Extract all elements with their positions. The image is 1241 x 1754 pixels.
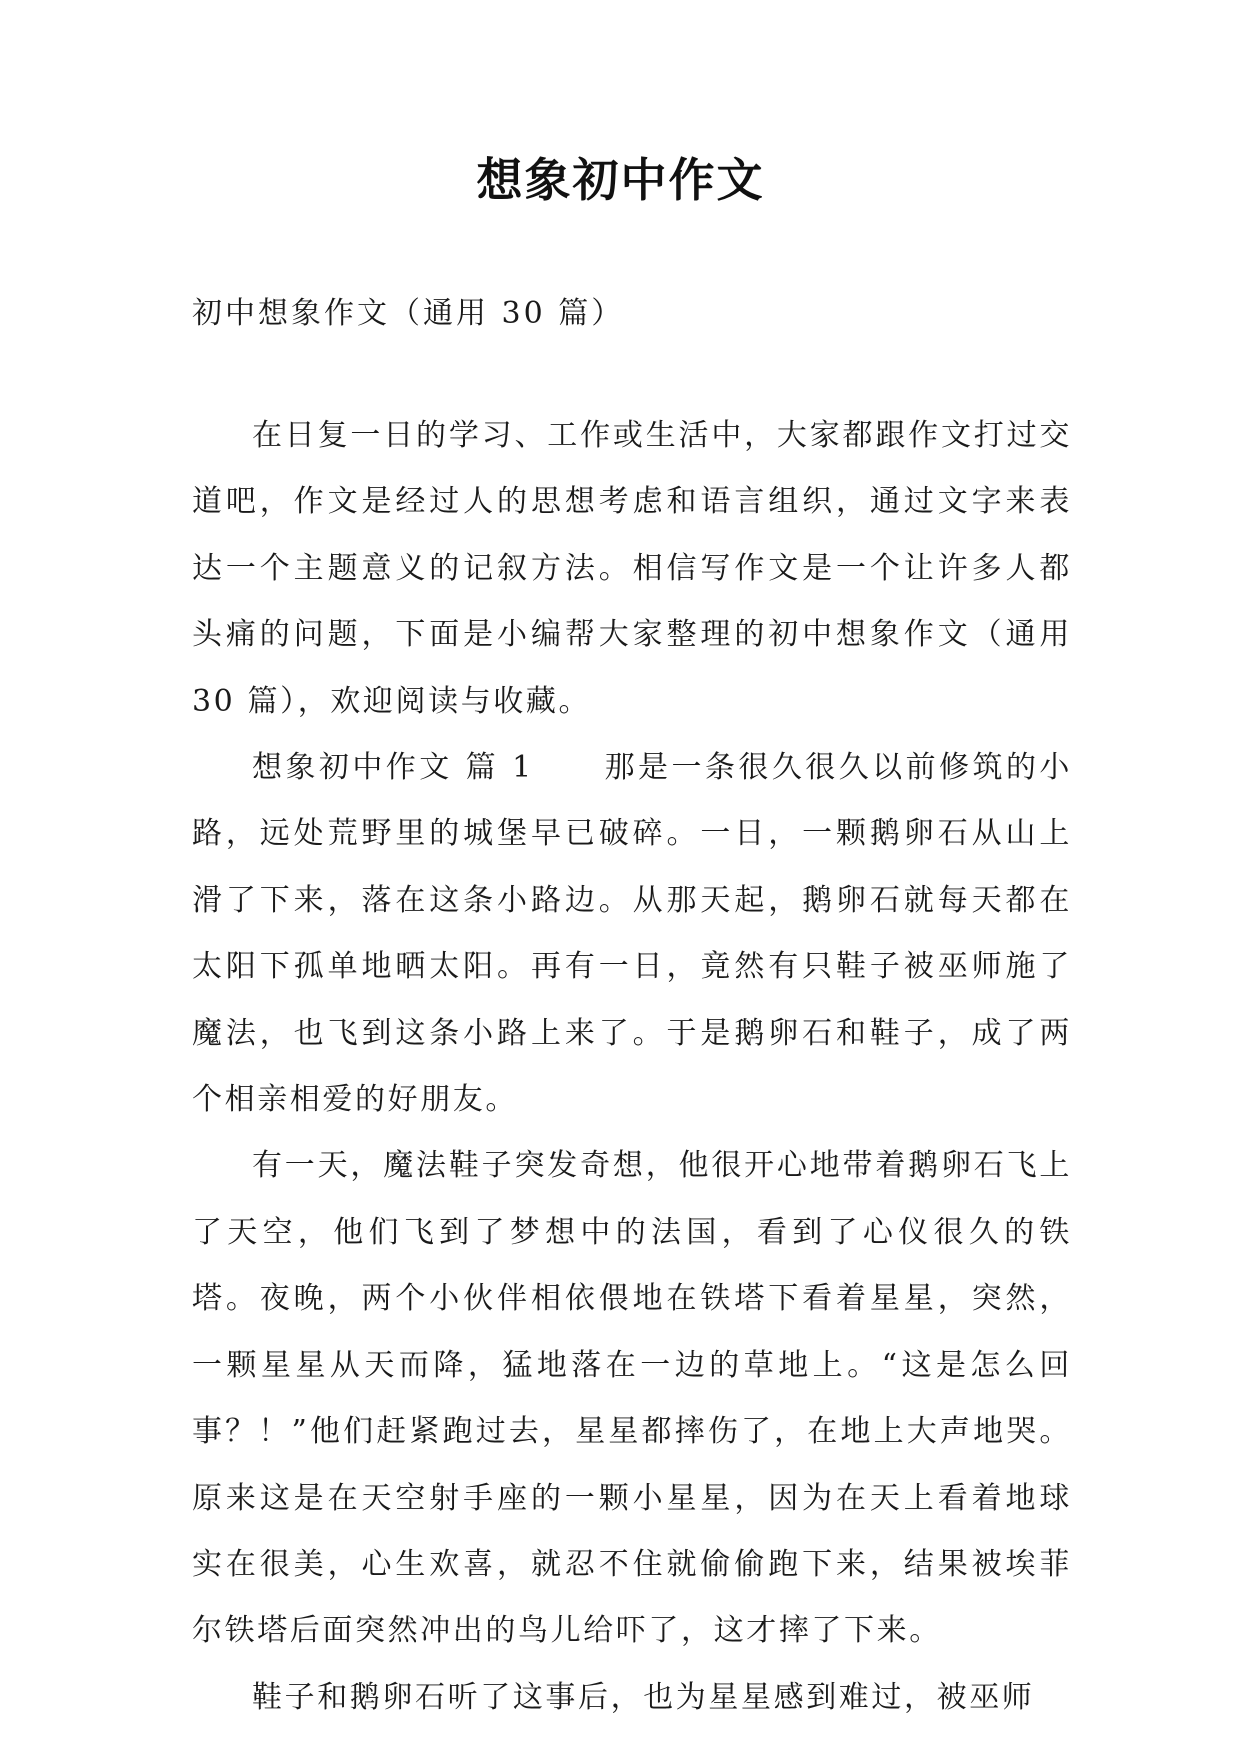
body-paragraph: 鞋子和鹅卵石听了这事后，也为星星感到难过，被巫师 bbox=[252, 1679, 1035, 1715]
paragraph-text: 那是一条很久很久以前修筑的小路，远处荒野里的城堡早已破碎。一日，一颗鹅卵石从山上滑了下来，落在这条小路边。从那天起，鹅卵石就每天都在太阳下孤单地晒太阳。再有一日，竟然有只鞋子被巫师施了魔法，也飞到这条小路上来了。于是鹅卵石和鞋子，成了两个相亲相爱的好朋友。 bbox=[192, 750, 1072, 1118]
document-title: 想象初中作文 bbox=[476, 153, 765, 207]
document-body bbox=[192, 403, 1072, 1731]
section-heading: 想象初中作文 篇 1 bbox=[252, 750, 534, 786]
intro-paragraph: 在日复一日的学习、工作或生活中，大家都跟作文打过交道吧，作文是经过人的思想考虑和语言组织，通过文字来表达一个主题意义的记叙方法。相信写作文是一个让许多人都头痛的问题，下面是小编帮大家整理的初中想象作文（通用 30 篇），欢迎阅读与收藏。 bbox=[192, 418, 1072, 719]
body-paragraph: 有一天，魔法鞋子突发奇想，他很开心地带着鹅卵石飞上了天空，他们飞到了梦想中的法国，看到了心仪很久的铁塔。夜晚，两个小伙伴相依偎地在铁塔下看着星星，突然，一颗星星从天而降，猛地落在一边的草地上。“这是怎么回事？！”他们赶紧跑过去，星星都摔伤了，在地上大声地哭。原来这是在天空射手座的一颗小星星，因为在天上看着地球实在很美，心生欢喜，就忍不住就偷偷跑下来，结果被埃菲尔铁塔后面突然冲出的鸟儿给吓了，这才摔了下来。 bbox=[192, 1148, 1072, 1649]
document-subtitle: 初中想象作文（通用 30 篇） bbox=[192, 296, 625, 331]
section-1-first-paragraph bbox=[192, 735, 1072, 1133]
